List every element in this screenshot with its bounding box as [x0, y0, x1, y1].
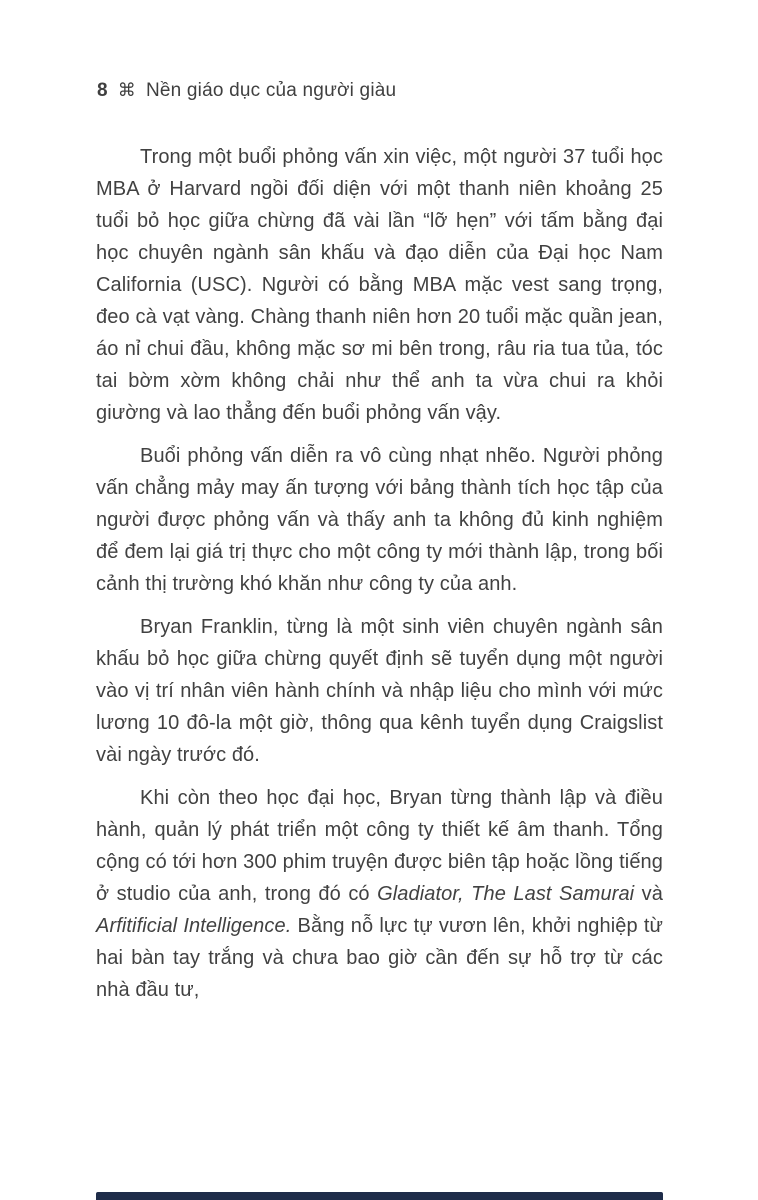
paragraph-text: Buổi phỏng vấn diễn ra vô cùng nhạt nhẽo. Người phỏng vấn chẳng mảy may ấn tượng với bảng thành tích học tập của người được phỏng vấn và thấy anh ta không đủ kinh nghiệm để đem lại giá trị thực cho một công ty mới thành lập, trong bối cảnh thị trường khó khăn như công ty của anh.: [96, 445, 663, 595]
paragraph: [96, 782, 663, 1006]
paragraph-text: Bằng nỗ lực tự vươn lên, khởi nghiệp từ hai bàn tay trắng và chưa bao giờ cần đến sự hỗ trợ từ các nhà đầu tư,: [96, 915, 663, 1001]
command-icon: ⌘: [117, 80, 136, 101]
movie-title-italic: Arfitificial Intelligence.: [96, 915, 292, 937]
paragraph: [96, 611, 663, 771]
body-text: [96, 141, 663, 1006]
paragraph: [96, 141, 663, 429]
reading-progress-bar: [96, 1192, 663, 1200]
paragraph: [96, 440, 663, 600]
paragraph-text: Bryan Franklin, từng là một sinh viên chuyên ngành sân khấu bỏ học giữa chừng quyết định sẽ tuyển dụng một người vào vị trí nhân viên hành chính và nhập liệu cho mình với mức lương 10 đô-la một giờ, thông qua kênh tuyển dụng Craigslist vài ngày trước đó.: [96, 616, 663, 766]
page-number: 8: [97, 80, 108, 101]
paragraph-text: Trong một buổi phỏng vấn xin việc, một người 37 tuổi học MBA ở Harvard ngồi đối diện với một thanh niên khoảng 25 tuổi bỏ học giữa chừng đã vài lần “lỡ hẹn” với tấm bằng đại học chuyên ngành sân khấu và đạo diễn của Đại học Nam California (USC). Người có bằng MBA mặc vest sang trọng, đeo cà vạt vàng. Chàng thanh niên hơn 20 tuổi mặc quần jean, áo nỉ chui đầu, không mặc sơ mi bên trong, râu ria tua tủa, tóc tai bờm xờm không chải như thể anh ta vừa chui ra khỏi giường và lao thẳng đến buổi phỏng vấn vậy.: [96, 146, 663, 424]
book-title: Nền giáo dục của người giàu: [145, 80, 397, 101]
movie-title-italic: Gladiator, The Last Samurai: [377, 883, 635, 905]
paragraph-text: Khi còn theo học đại học, Bryan từng thành lập và điều hành, quản lý phát triển một công ty thiết kế âm thanh. Tổng cộng có tới hơn 300 phim truyện được biên tập hoặc lồng tiếng ở studio của anh, trong đó có: [96, 787, 663, 905]
running-header: [97, 80, 662, 102]
paragraph-text: và: [634, 883, 663, 905]
